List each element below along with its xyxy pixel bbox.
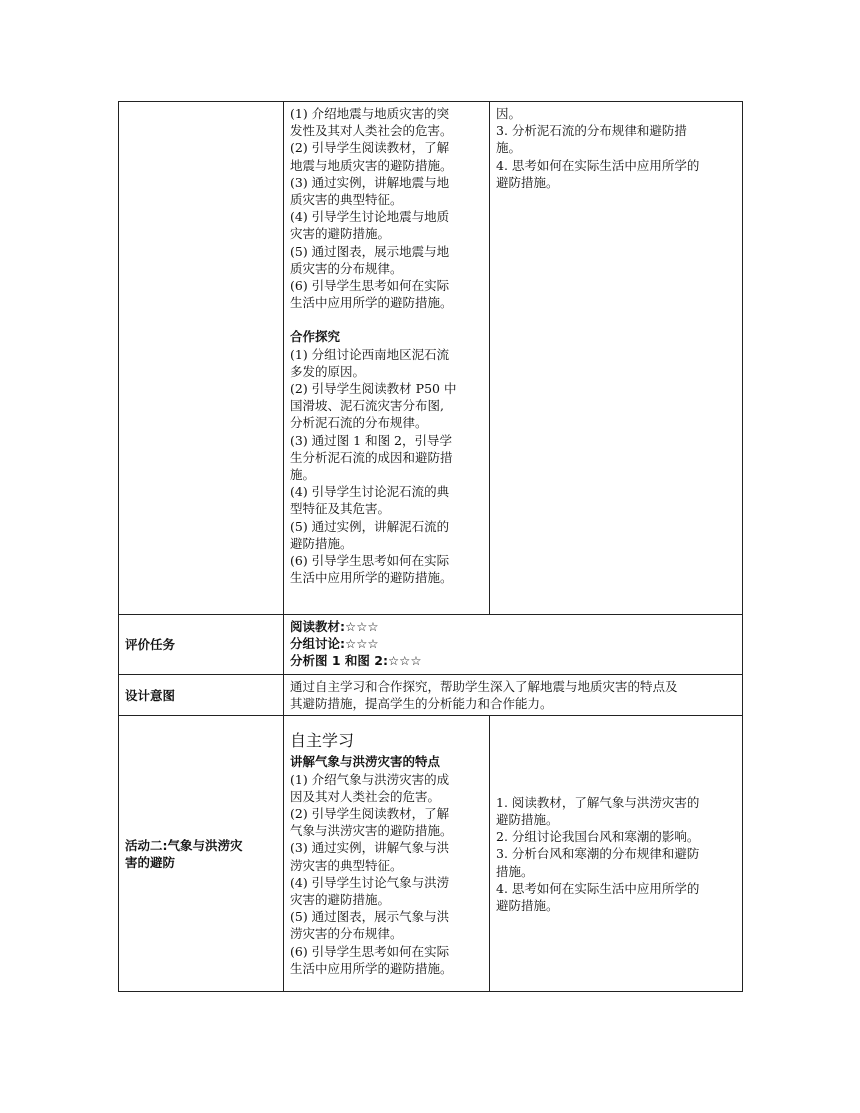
text-line: (6) 引导学生思考如何在实际 bbox=[290, 278, 450, 294]
teacher-activity-cell bbox=[284, 102, 490, 615]
student-activity-cell bbox=[490, 716, 743, 992]
text-line: (6) 引导学生思考如何在实际 bbox=[290, 943, 450, 959]
text-line: 施。 bbox=[496, 140, 522, 156]
text-line: 3. 分析泥石流的分布规律和避防措 bbox=[496, 123, 687, 139]
text-line: 气象与洪涝灾害的避防措施。 bbox=[290, 823, 453, 839]
text-line: 因。 bbox=[496, 106, 522, 121]
student-activity-cell bbox=[490, 102, 743, 615]
lesson-plan-table bbox=[118, 101, 743, 992]
text-line: 因及其对人类社会的危害。 bbox=[290, 788, 441, 804]
row-label-empty bbox=[119, 102, 284, 615]
text-line: 生分析泥石流的成因和避防措 bbox=[290, 449, 453, 465]
text-line: 通过自主学习和合作探究，帮助学生深入了解地震与地质灾害的特点及 bbox=[290, 679, 678, 694]
evaluation-cell bbox=[284, 615, 743, 675]
table-row-activity2 bbox=[119, 716, 743, 992]
text-line: (1) 分组讨论西南地区泥石流 bbox=[290, 346, 450, 362]
text-line: 灾害的避防措施。 bbox=[290, 892, 391, 908]
spacer bbox=[290, 311, 483, 328]
text-line: 发性及其对人类社会的危害。 bbox=[290, 123, 453, 139]
text-line: 灾害的避防措施。 bbox=[290, 226, 391, 242]
text-line: (4) 引导学生讨论地震与地质 bbox=[290, 209, 450, 225]
text-line: 4. 思考如何在实际生活中应用所学的 bbox=[496, 157, 700, 173]
text-line: (6) 引导学生思考如何在实际 bbox=[290, 553, 450, 569]
text-line: (2) 引导学生阅读教材，了解 bbox=[290, 140, 450, 156]
text-line: 多发的原因。 bbox=[290, 363, 366, 379]
text-line: 措施。 bbox=[496, 863, 534, 879]
evaluation-item bbox=[290, 652, 736, 669]
text-line: (2) 引导学生阅读教材，了解 bbox=[290, 806, 450, 822]
evaluation-item bbox=[290, 635, 736, 652]
text-line: 涝灾害的分布规律。 bbox=[290, 926, 403, 942]
evaluation-item-name: 分析图 1 和图 2: bbox=[290, 653, 388, 669]
text-line: 2. 分组讨论我国台风和寒潮的影响。 bbox=[496, 829, 700, 845]
text-line: 其避防措施，提高学生的分析能力和合作能力。 bbox=[290, 696, 553, 712]
text-line: 生活中应用所学的避防措施。 bbox=[290, 960, 453, 976]
label-line: 活动二:气象与洪涝灾 bbox=[125, 837, 243, 853]
text-line: (4) 引导学生讨论泥石流的典 bbox=[290, 484, 450, 500]
text-line: 施。 bbox=[290, 467, 316, 483]
text-line: 地震与地质灾害的避防措施。 bbox=[290, 157, 453, 173]
text-line: 质灾害的典型特征。 bbox=[290, 192, 403, 208]
text-line: 避防措施。 bbox=[496, 174, 559, 190]
table-row-design-intent bbox=[119, 675, 743, 716]
text-line: (3) 通过实例，讲解地震与地 bbox=[290, 174, 450, 190]
text-line: 质灾害的分布规律。 bbox=[290, 260, 403, 276]
star-rating: ☆☆☆ bbox=[387, 653, 422, 669]
text-line: (5) 通过图表，展示地震与地 bbox=[290, 243, 450, 259]
evaluation-item-name: 阅读教材: bbox=[290, 619, 345, 634]
text-line: (3) 通过图 1 和图 2，引导学 bbox=[290, 432, 453, 448]
section-heading-cooperative: 合作探究 bbox=[290, 329, 341, 345]
table-row-activity1-continued bbox=[119, 102, 743, 615]
text-line: (3) 通过实例，讲解气象与洪 bbox=[290, 840, 450, 856]
text-line: 国滑坡、泥石流灾害分布图, bbox=[290, 398, 444, 414]
text-line: 型特征及其危害。 bbox=[290, 501, 391, 517]
text-line: (4) 引导学生讨论气象与洪涝 bbox=[290, 874, 450, 890]
text-line: 1. 阅读教材，了解气象与洪涝灾害的 bbox=[496, 794, 700, 810]
text-line: 生活中应用所学的避防措施。 bbox=[290, 570, 453, 586]
text-line: (1) 介绍气象与洪涝灾害的成 bbox=[290, 771, 450, 787]
teacher-activity-cell bbox=[284, 716, 490, 992]
row-label-evaluation: 评价任务 bbox=[119, 615, 284, 675]
text-line: 3. 分析台风和寒潮的分布规律和避防 bbox=[496, 846, 700, 862]
text-line: 避防措施。 bbox=[496, 811, 559, 827]
section-heading-self-study: 自主学习 bbox=[290, 731, 355, 751]
row-label-activity2 bbox=[119, 716, 284, 992]
text-line: 涝灾害的典型特征。 bbox=[290, 857, 403, 873]
text-line: 避防措施。 bbox=[290, 535, 353, 551]
text-line: 生活中应用所学的避防措施。 bbox=[290, 295, 453, 311]
text-line: (5) 通过图表，展示气象与洪 bbox=[290, 909, 450, 925]
subheading: 讲解气象与洪涝灾害的特点 bbox=[290, 754, 441, 770]
text-line: 避防措施。 bbox=[496, 897, 559, 913]
text-line: 分析泥石流的分布规律。 bbox=[290, 415, 428, 431]
design-intent-cell bbox=[284, 675, 743, 716]
table-row-evaluation bbox=[119, 615, 743, 675]
text-line: 4. 思考如何在实际生活中应用所学的 bbox=[496, 880, 700, 896]
row-label-design-intent: 设计意图 bbox=[119, 675, 284, 716]
star-rating: ☆☆☆ bbox=[345, 619, 379, 634]
text-line: (5) 通过实例，讲解泥石流的 bbox=[290, 518, 450, 534]
evaluation-item-name: 分组讨论: bbox=[290, 636, 345, 652]
text-line: (1) 介绍地震与地质灾害的突 bbox=[290, 106, 450, 121]
star-rating: ☆☆☆ bbox=[345, 636, 379, 652]
evaluation-item bbox=[290, 618, 736, 635]
label-line: 害的避防 bbox=[125, 854, 176, 870]
text-line: (2) 引导学生阅读教材 P50 中 bbox=[290, 381, 457, 397]
